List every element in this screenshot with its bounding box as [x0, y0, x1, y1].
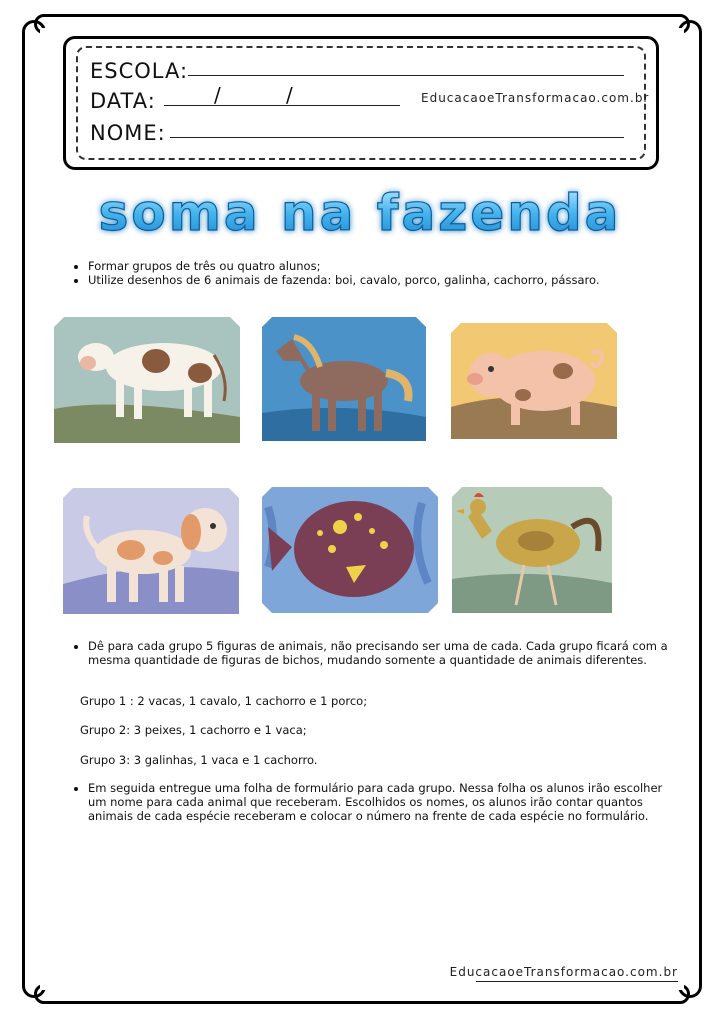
group-2: Grupo 2: 3 peixes, 1 cachorro e 1 vaca; [80, 723, 307, 737]
student-info-box [63, 36, 659, 170]
instruction-1: • Dê para cada grupo 5 figuras de animais, não precisando ser uma de cada. Cada grupo ficará com a mesma quantidade de figuras de bichos, mudando somente a quantidade de animais diferentes. [88, 639, 674, 667]
date-line[interactable] [164, 105, 400, 106]
pig-image [451, 323, 617, 439]
title-text: soma na fazenda [98, 184, 622, 242]
school-label: ESCOLA: [90, 59, 189, 83]
intro-list [74, 259, 674, 287]
instruction-list-1 [74, 639, 674, 667]
page-title [60, 178, 660, 248]
site-watermark-top: EducacaoeTransformacao.com.br [421, 91, 650, 105]
site-watermark-footer: EducacaoeTransformacao.com.br [449, 965, 678, 979]
name-line[interactable] [170, 137, 624, 138]
instruction-2: • Em seguida entregue uma folha de formulário para cada grupo. Nessa folha os alunos irão escolher um nome para cada animal que receberam. Escolhidos os nomes, os alunos irão contar quantos animais de cada espécie receberam e colocar o número na frente de cada espécie no formulário. [88, 781, 674, 823]
group-3: Grupo 3: 3 galinhas, 1 vaca e 1 cachorro. [80, 753, 318, 767]
fish-image [262, 487, 438, 613]
date-separator-1: / [214, 83, 222, 107]
name-label: NOME: [90, 121, 166, 145]
cow-image [54, 317, 240, 443]
intro-item-2: • Utilize desenhos de 6 animais de fazenda: boi, cavalo, porco, galinha, cachorro, pássaro. [88, 273, 674, 287]
dog-image [63, 488, 239, 614]
date-label: DATA: [90, 89, 156, 113]
intro-item-1: • Formar grupos de três ou quatro alunos; [88, 259, 674, 273]
footer-line [476, 981, 678, 982]
group-1: Grupo 1 : 2 vacas, 1 cavalo, 1 cachorro e 1 porco; [80, 694, 368, 708]
school-line[interactable] [188, 75, 624, 76]
rooster-image [452, 487, 612, 613]
date-separator-2: / [286, 83, 294, 107]
horse-image [262, 317, 426, 441]
instruction-list-2 [74, 781, 674, 823]
